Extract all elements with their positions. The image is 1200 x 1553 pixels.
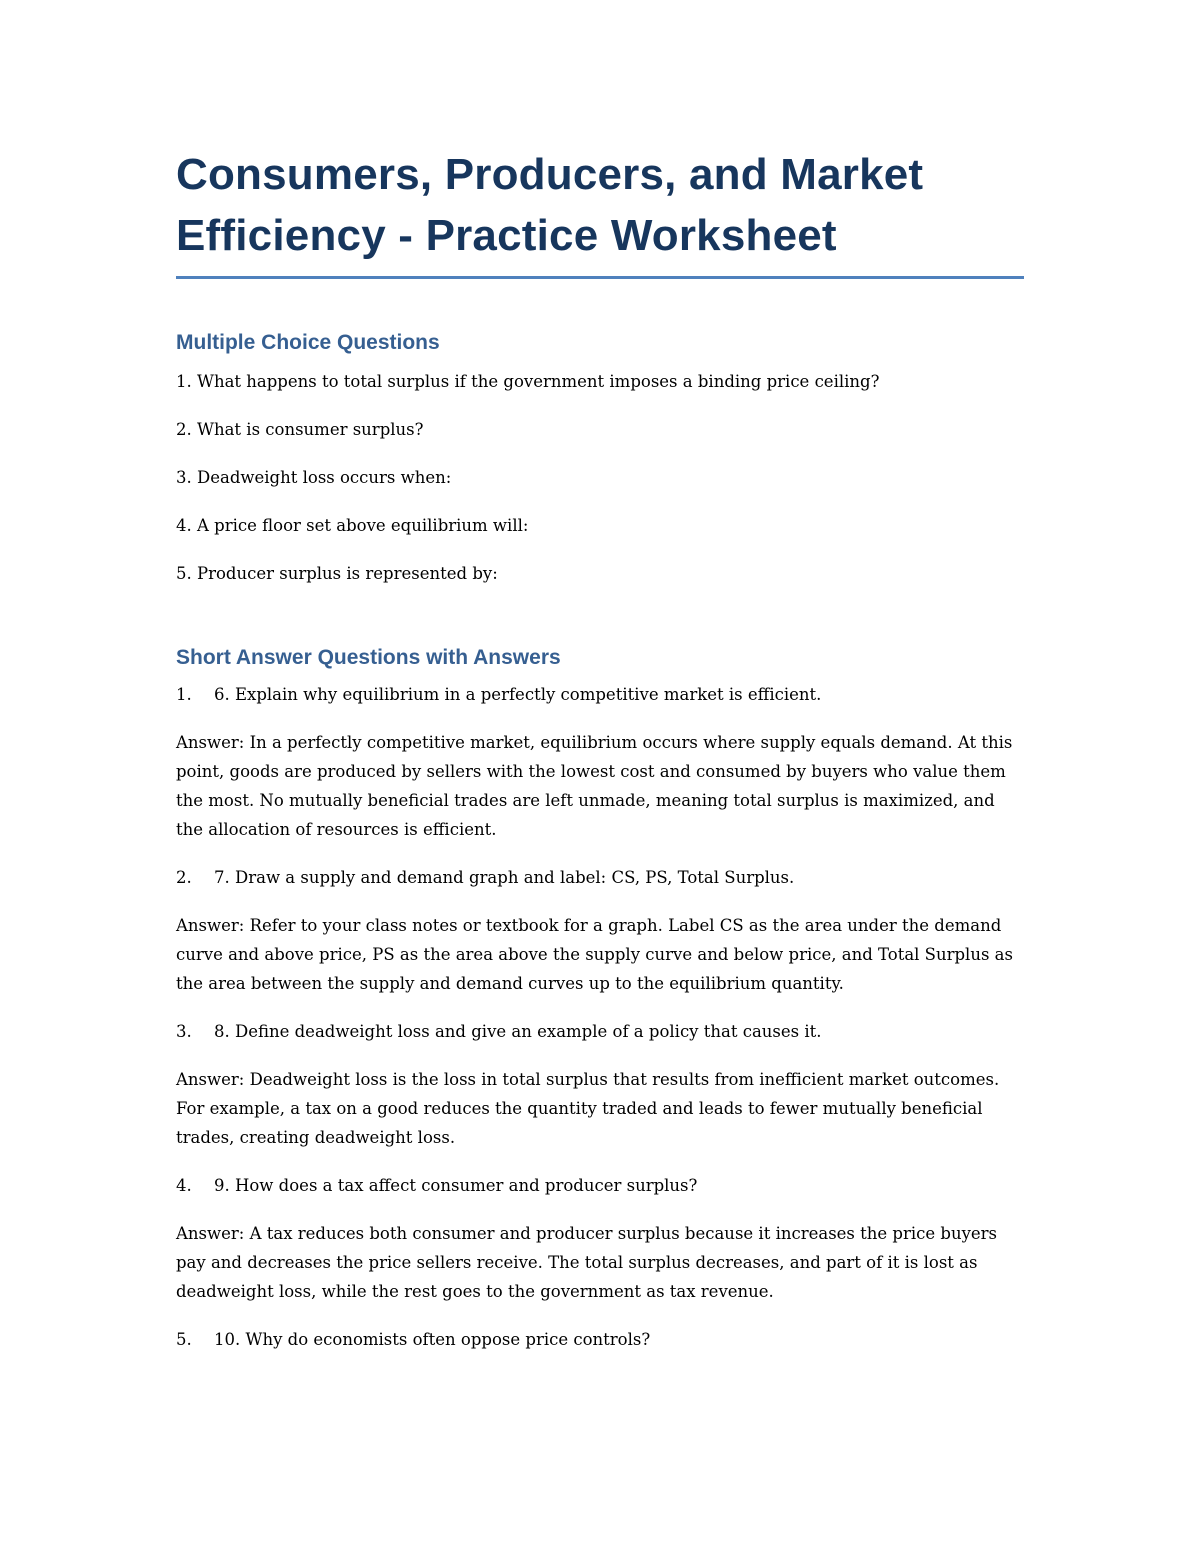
sa-question (176, 1171, 1024, 1200)
sa-question-text: 8. Define deadweight loss and give an example of a policy that causes it. (214, 1022, 822, 1041)
sa-answer: Answer: Refer to your class notes or textbook for a graph. Label CS as the area under the demand curve and above price, PS as the area above the supply curve and below price, and Total Surplus as the area between the supply and demand curves up to the equilibrium quantity. (176, 916, 1013, 993)
sa-answer: Answer: Deadweight loss is the loss in total surplus that results from inefficient market outcomes. For example, a tax on a good reduces the quantity traded and leads to fewer mutually beneficial trades, creating deadweight loss. (176, 1070, 1000, 1147)
sa-answer: Answer: A tax reduces both consumer and producer surplus because it increases the price buyers pay and decreases the price sellers receive. The total surplus decreases, and part of it is lost as deadweight loss, while the rest goes to the government as tax revenue. (176, 1224, 998, 1301)
document-title (176, 144, 1024, 279)
mc-question: 1. What happens to total surplus if the government imposes a binding price ceiling? (176, 372, 880, 391)
title-line-2: Efficiency - Practice Worksheet (176, 211, 837, 260)
mc-question: 2. What is consumer surplus? (176, 420, 424, 439)
sa-question-number: 4. (176, 1176, 192, 1195)
mc-question: 3. Deadweight loss occurs when: (176, 468, 452, 487)
sa-question-number: 2. (176, 868, 192, 887)
title-line-1: Consumers, Producers, and Market (176, 150, 924, 199)
sa-question-number: 3. (176, 1022, 192, 1041)
sa-answer: Answer: In a perfectly competitive market, equilibrium occurs where supply equals demand. At this point, goods are produced by sellers with the lowest cost and consumed by buyers who value them the most. No mutually beneficial trades are left unmade, meaning total surplus is maximized, and the allocation of resources is efficient. (176, 733, 1013, 839)
sa-question (176, 1325, 1024, 1354)
sa-question-text: 6. Explain why equilibrium in a perfectly competitive market is efficient. (214, 685, 822, 704)
sa-question-number: 1. (176, 685, 192, 704)
sa-question (176, 863, 1024, 892)
multiple-choice-heading: Multiple Choice Questions (176, 331, 440, 354)
sa-question-text: 7. Draw a supply and demand graph and label: CS, PS, Total Surplus. (214, 868, 795, 887)
short-answer-heading: Short Answer Questions with Answers (176, 646, 561, 669)
sa-question (176, 680, 1024, 709)
sa-question-text: 10. Why do economists often oppose price controls? (214, 1330, 651, 1349)
mc-question: 4. A price floor set above equilibrium will: (176, 516, 529, 535)
document-body (176, 144, 1024, 1373)
short-answer-list (176, 680, 1024, 1354)
mc-question: 5. Producer surplus is represented by: (176, 564, 498, 583)
sa-question-number: 5. (176, 1330, 192, 1349)
sa-question-text: 9. How does a tax affect consumer and producer surplus? (214, 1176, 698, 1195)
sa-question (176, 1017, 1024, 1046)
multiple-choice-list (176, 367, 1024, 588)
